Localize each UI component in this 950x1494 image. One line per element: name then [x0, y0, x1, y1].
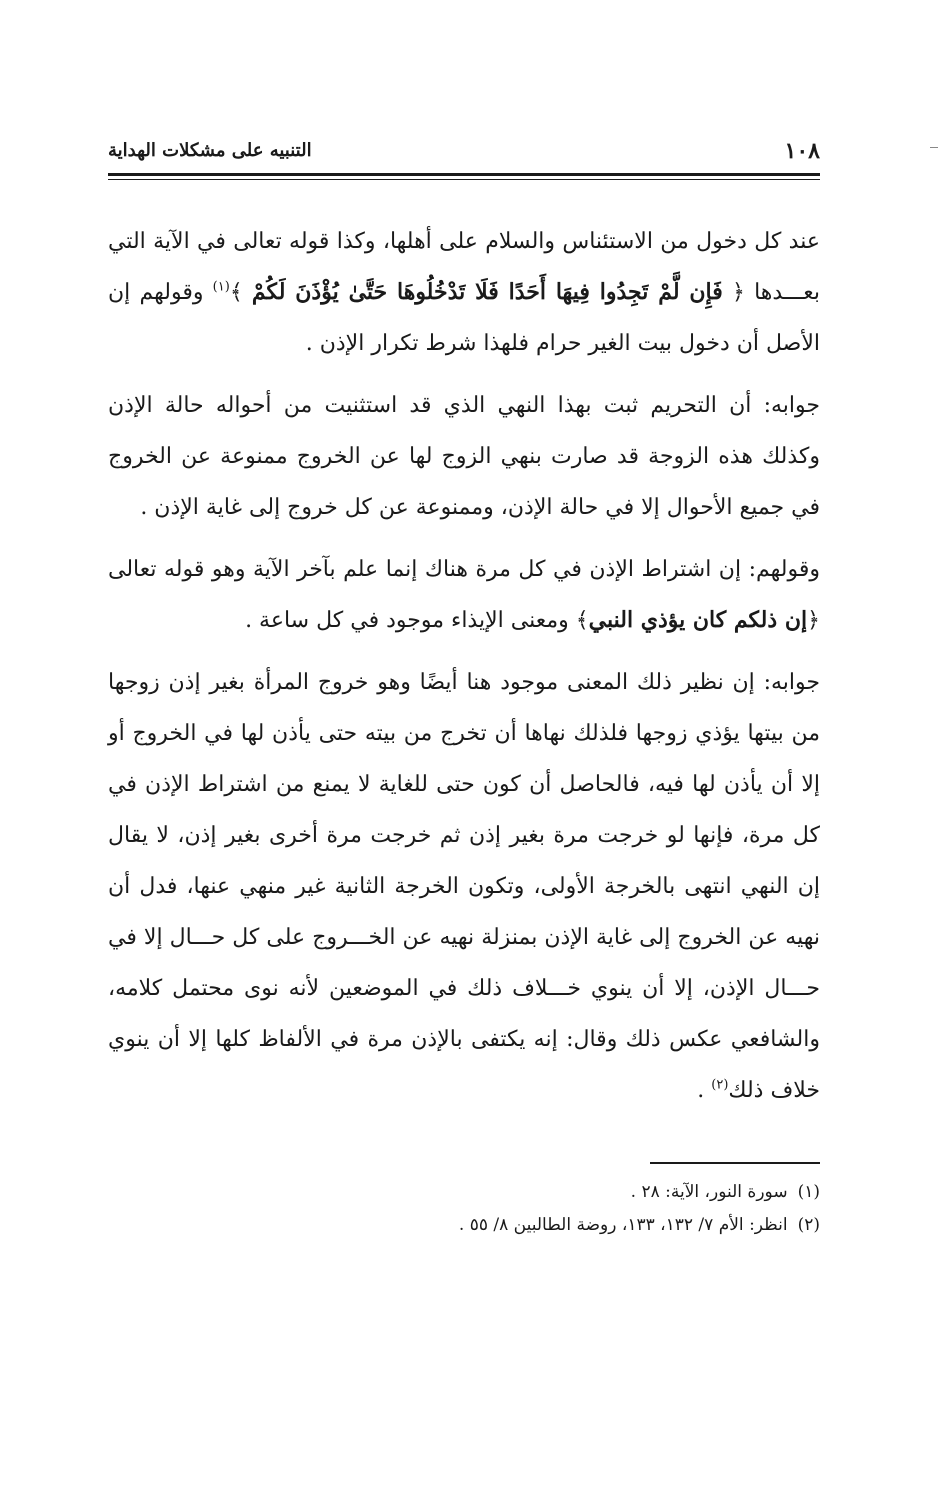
- footnote-ref-1: (١): [212, 279, 230, 295]
- quran-verse-1: فَإِن لَّمْ تَجِدُوا فِيهَا أَحَدًا فَلَا تَدْخُلُوهَا حَتَّىٰ يُؤْذَنَ لَكُمْ: [251, 279, 723, 305]
- paragraph-4-after: .: [697, 1078, 712, 1103]
- header-rule-thick: [108, 173, 820, 176]
- running-title: التنبيه على مشكلات الهداية: [108, 140, 312, 161]
- page-number: ١٠٨: [784, 138, 820, 164]
- footnote-1-number: (١): [797, 1182, 820, 1202]
- paragraph-1: [108, 216, 820, 369]
- footnote-1-text: سورة النور، الآية: ٢٨ .: [630, 1182, 788, 1202]
- paragraph-4: [108, 657, 820, 1116]
- quran-verse-2: إن ذلكم كان يؤذي النبي: [588, 607, 808, 633]
- footnote-2-number: (٢): [797, 1215, 820, 1235]
- footnote-2-text: انظر: الأم ٧/ ١٣٢، ١٣٣، روضة الطالبين ٨/ ٥٥ .: [458, 1215, 788, 1235]
- footnote-separator: [650, 1162, 820, 1164]
- page-header: [108, 138, 820, 172]
- footnotes: [108, 1176, 820, 1242]
- paragraph-3-after: ﴾ ومعنى الإيذاء موجود في كل ساعة .: [245, 608, 589, 633]
- paragraph-1-before: عند كل دخول من الاستئناس والسلام على أهلها، وكذا قوله تعالى في الآية التي بعـــدها ﴿: [108, 229, 820, 305]
- book-page: [108, 0, 820, 1494]
- footnote-1: [108, 1176, 820, 1209]
- paragraph-1-after: وقولهم إن الأصل أن دخول بيت الغير حرام فلهذا شرط تكرار الإذن .: [108, 280, 820, 356]
- paragraph-3-before: وقولهم: إن اشتراط الإذن في كل مرة هناك إنما علم بآخر الآية وهو قوله تعالى ﴿: [108, 557, 820, 633]
- paragraph-3: [108, 544, 820, 646]
- body-text: [108, 216, 820, 1127]
- paragraph-4-text: جوابه: إن نظير ذلك المعنى موجود هنا أيضًا وهو خروج المرأة بغير إذن زوجها من بيتها يؤذي زوجها فلذلك نهاها أن تخرج من بيته حتى يأذن لها في الخروج أو إلا أن يأذن لها فيه، فالحاصل أن كون حتى للغاية لا يمنع من اشتراط الإذن في كل مرة، فإنها لو خرجت مرة بغير إذن ثم خرجت مرة أخرى بغير إذن، لا يقال إن النهي انتهى بالخرجة الأولى، وتكون الخرجة الثانية غير منهي عنها، فدل أن نهيه عن الخروج إلى غاية الإذن بمنزلة نهيه عن الخـــروج على كل حـــال إلا في حـــال الإذن، إلا أن ينوي خـــلاف ذلك في الموضعين لأنه نوى محتمل كلامه، والشافعي عكس ذلك وقال: إنه يكتفى بالإذن مرة في الألفاظ كلها إلا أن ينوي خلاف ذلك: [108, 670, 820, 1103]
- edge-mark: [930, 147, 938, 148]
- paragraph-2: جوابه: أن التحريم ثبت بهذا النهي الذي قد استثنيت من أحواله حالة الإذن وكذلك هذه الزوجة قد صارت بنهي الزوج لها عن الخروج ممنوعة عن الخروج في جميع الأحوال إلا في حالة الإذن، وممنوعة عن كل خروج إلى غاية الإذن .: [108, 393, 820, 520]
- header-rule-thin: [108, 179, 820, 180]
- paragraph-1-after-quran: ﴾: [229, 280, 252, 305]
- footnote-2: [108, 1209, 820, 1242]
- footnote-ref-2: (٢): [711, 1077, 729, 1093]
